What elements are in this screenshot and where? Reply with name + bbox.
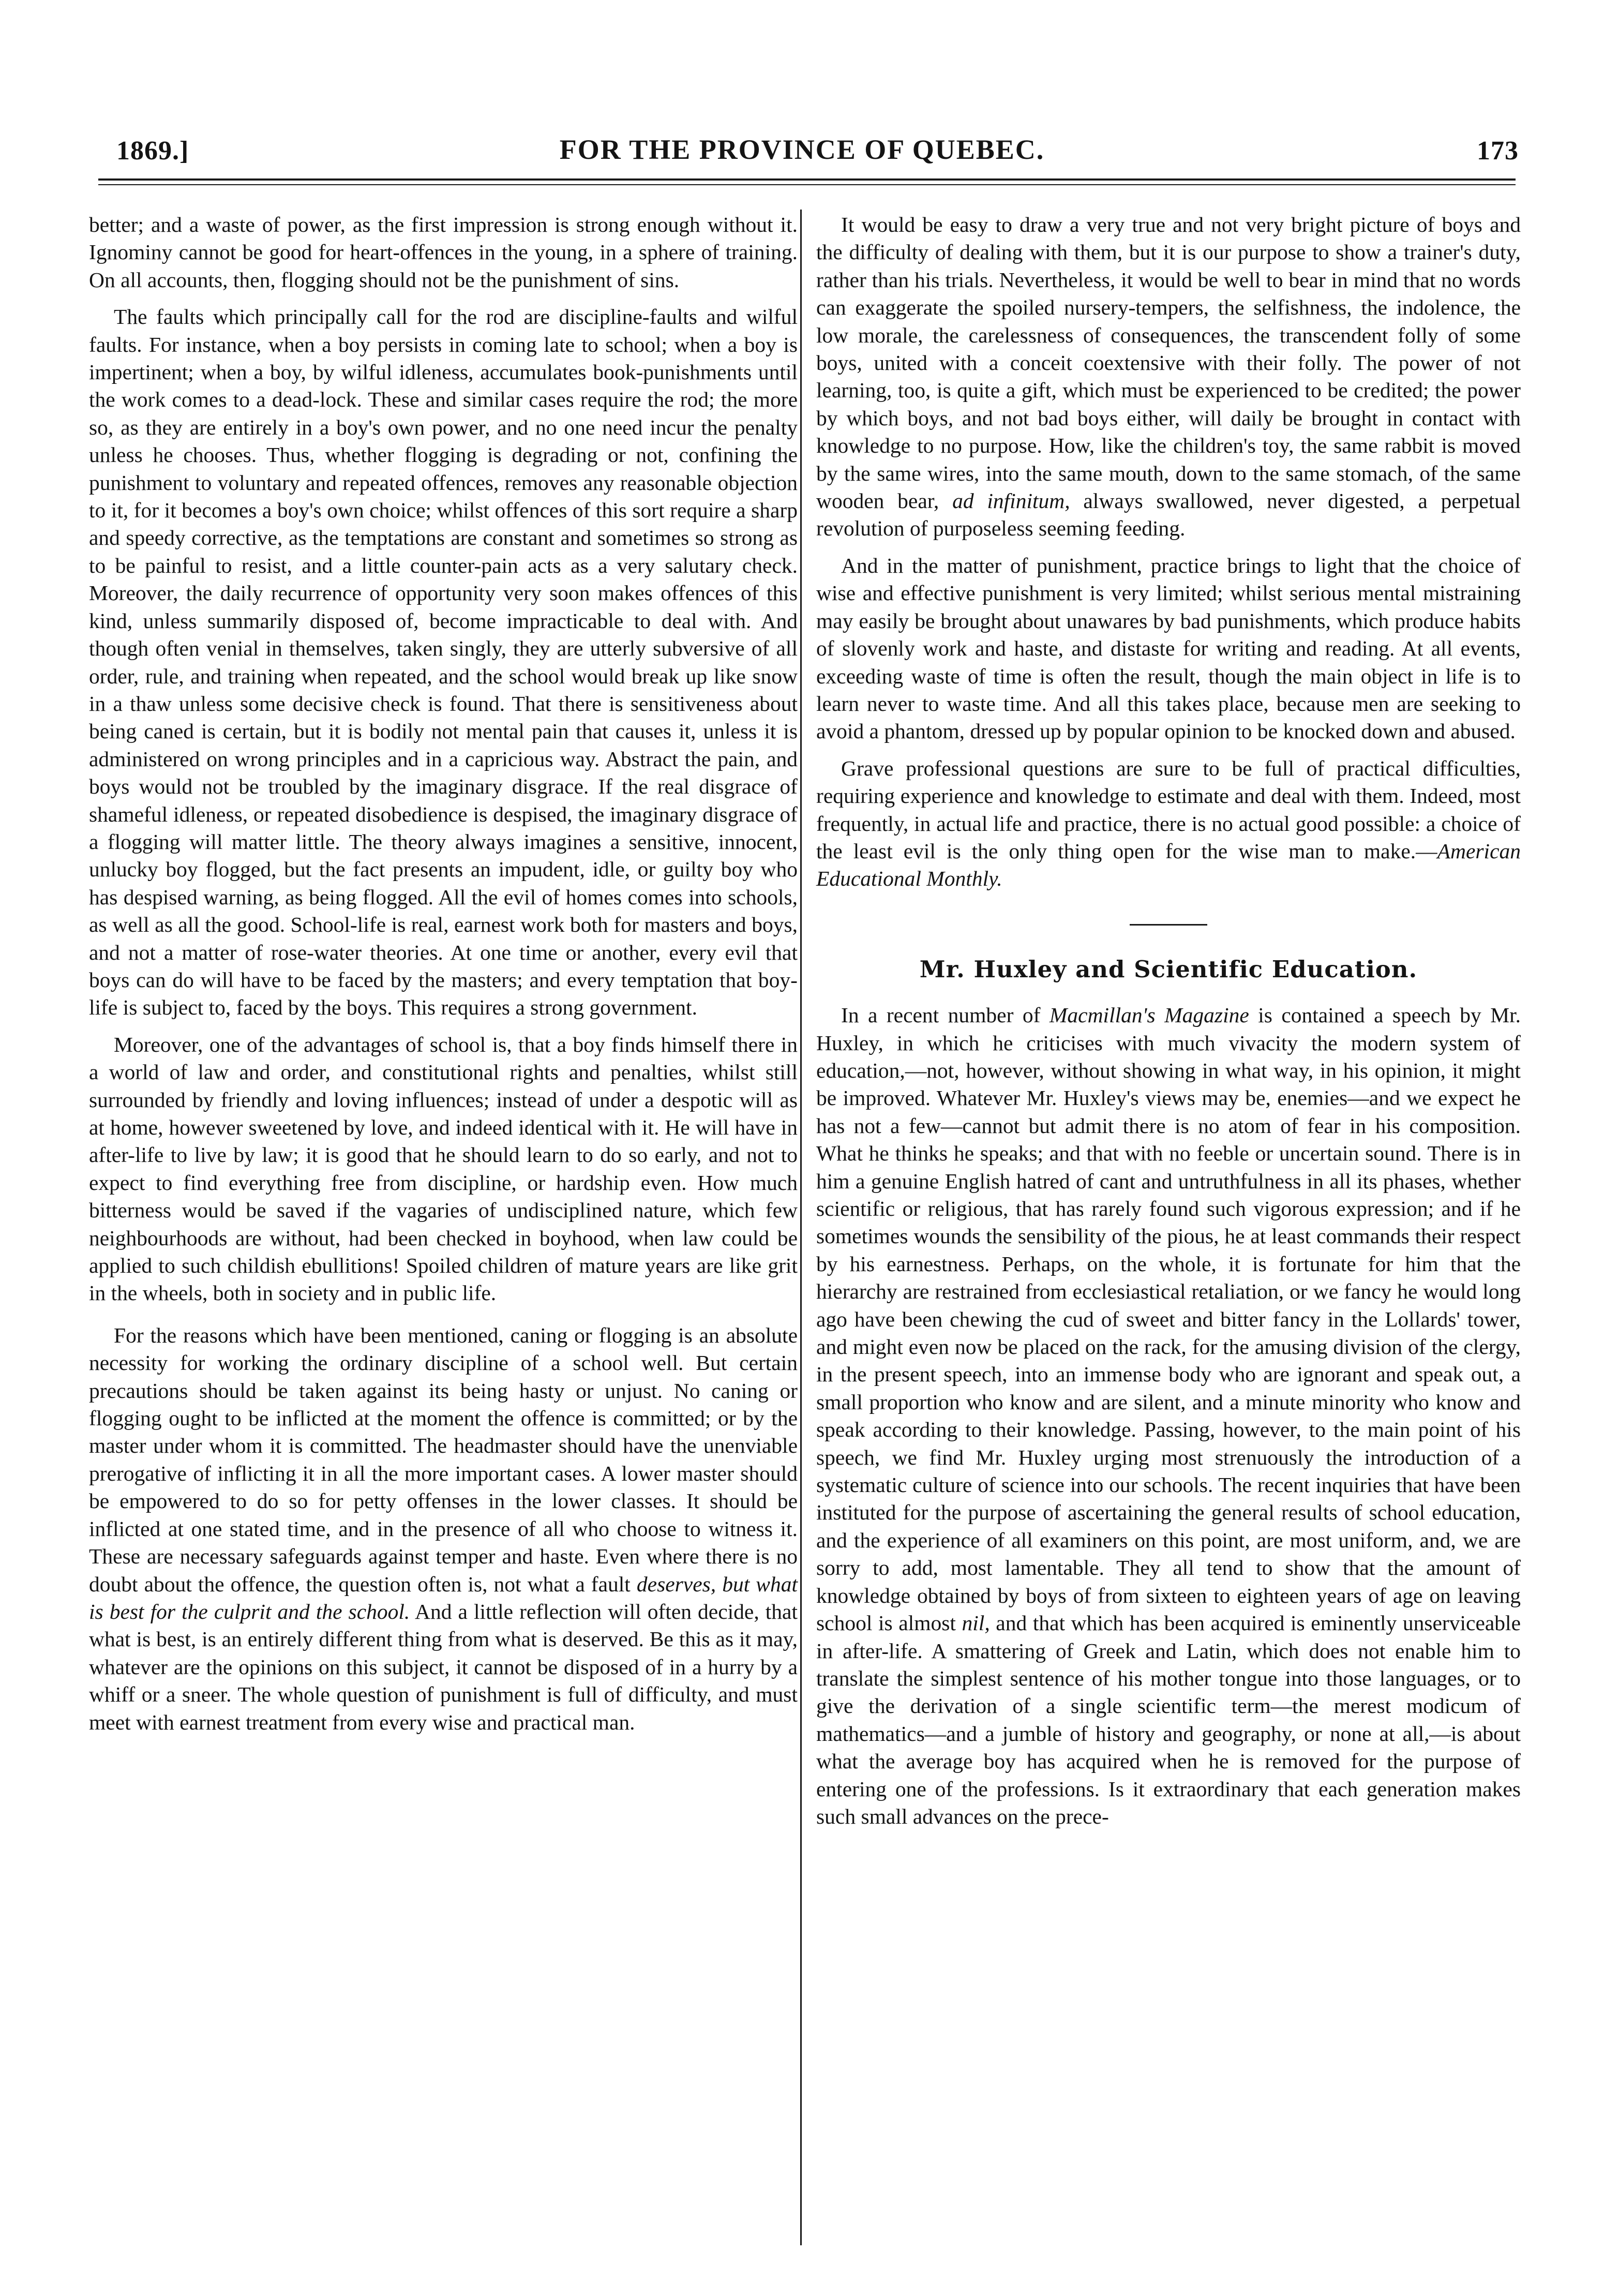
header-rule — [98, 178, 1516, 181]
header-title: FOR THE PROVINCE OF QUEBEC. — [559, 134, 1045, 165]
left-paragraph-3: Moreover, one of the advantages of school is, that a boy finds himself there in a world of law and order, and constitutional rights and penalties, whilst still surrounded by friendly and loving influences; instead of under a despotic will as at home, however sweetened by love, and indeed identical with it. He will have in after-life to live by law; it is good that he should learn to do so early, and not to expect to find everything free from discipline, or hardship even. How much bitterness would be saved if the vagaries of undisciplined nature, which few neighbourhoods are without, had been checked in boyhood, when law could be applied to such childish ebullitions! Spoiled children of mature years are like grit in the wheels, both in society and in public life. — [89, 1032, 798, 1305]
left-paragraph-4-italic: deserves, but what is best for the culprit and the school. — [89, 1572, 798, 1623]
left-paragraph-2: The faults which principally call for the rod are discipline-faults and wilful faults. For instance, when a boy persists in coming late to school; when a boy is impertinent; when a boy, by wilful idleness, accumulates book-punishments until the work comes to a dead-lock. These and similar cases require the rod; the more so, as they are entirely in a boy's own power, and no one need incur the penalty unless he chooses. Thus, whether flogging is degrading or not, confining the punishment to voluntary and repeated offences, removes any reasonable objection to it, for it becomes a boy's own choice; whilst offences of this sort require a sharp and speedy corrective, as the temptations are constant and sometimes so strong as to be painful to resist, and a little counter-pain acts as a very salutary check. Moreover, the daily recurrence of opportunity very soon makes offences of this kind, unless summarily disposed of, become impracticable to deal with. And though often venial in themselves, taken singly, they are utterly subversive of all order, rule, and training when repeated, and the school would break up like snow in a thaw unless some decisive check is found. That there is sensitiveness about being caned is certain, but it is bodily not mental pain that causes it, unless it is administered on wrong principles and in a capricious way. Abstract the pain, and boys would not be troubled by the imaginary disgrace. If the real disgrace of shameful idleness, or repeated disobedience is despised, the imaginary disgrace of a flogging will matter little. The theory always imagines a sensitive, innocent, unlucky boy flogged, but the fact presents an impudent, idle, or guilty boy who has despised warning, as being flogged. All the evil of homes comes into schools, as well as all the good. School-life is real, earnest work both for masters and boys, and not a matter of rose-water theories. At one time or another, every evil that boys can do will have to be faced by the masters; and every temptation that boy-life is subject to, faced by the boys. This requires a strong government. — [89, 305, 798, 1020]
right-paragraph-2: And in the matter of punishment, practice brings to light that the choice of wise and effective punishment is very limited; whilst serious mental mistraining may easily be brought about unawares by bad punishments, which produce habits of slovenly work and haste, and distaste for writing and reading. At all events, exceeding waste of time is often the result, though the main object in life is to learn never to waste time. And all this takes place, because men are seeking to avoid a phantom, dressed up by popular opinion to be knocked down and abused. — [816, 553, 1521, 743]
column-divider — [800, 210, 802, 2245]
right-paragraph-1-italic: ad infinitum, — [952, 489, 1070, 513]
left-paragraph-4-start: For the reasons which have been mentioned, caning or flogging is an absolute necessity for working the ordinary discipline of a school well. But certain precautions should be taken against its being hasty or unjust. No caning or flogging ought to be inflicted at the moment the offence is committed; or by the master under whom it is committed. The headmaster should have the unenviable prerogative of inflicting it in all the more important cases. A lower master should be empowered to do so for petty offenses in the lower classes. It should be inflicted at one stated time, and in the presence of all who choose to witness it. These are necessary safeguards against temper and haste. Even where there is no doubt about the offence, the question often is, not what a fault — [89, 1323, 798, 1596]
left-paragraph-1: better; and a waste of power, as the first impression is strong enough without it. Ignominy cannot be good for heart-offences in the young, in a sphere of training. On all accounts, then, flogging should not be the punishment of sins. — [89, 213, 798, 292]
right-paragraph-3-text: Grave professional questions are sure to be full of practical difficulties, requiring experience and knowledge to estimate and deal with them. Indeed, most frequently, in actual life and practice, there is no actual good possible: a choice of the least evil is the only thing open for the wise man to make.— — [816, 756, 1521, 863]
right-paragraph-4-start: In a recent number of — [841, 1003, 1050, 1027]
page-number: 173 — [1477, 136, 1519, 166]
right-paragraph-3-source: American Educational Monthly. — [816, 839, 1521, 891]
left-column — [89, 211, 798, 1736]
right-paragraph-1 — [816, 211, 1521, 543]
right-paragraph-1-text: It would be easy to draw a very true and not very bright picture of boys and the difficulty of dealing with them, but it is our purpose to show a trainer's duty, rather than his trials. Nevertheless, it would be well to bear in mind that no words can exaggerate the spoiled nursery-tempers, the selfishness, the indolence, the low morale, the carelessness of consequences, the transcendent folly of some boys, united with a conceit coextensive with their folly. The power of not learning, too, is quite a gift, which must be experienced to be credited; the power by which boys, and not bad boys either, will daily be brought in contact with knowledge to no purpose. How, like the children's toy, the same rabbit is moved by the same wires, into the same mouth, down to the same stomach, of the same wooden bear, — [816, 213, 1521, 513]
section-title: Mr. Huxley and Scientific Education. — [919, 955, 1418, 983]
right-paragraph-4 — [816, 1002, 1521, 1830]
right-paragraph-4-mid: is contained a speech by Mr. Huxley, in which he criticises with much vivacity the modern system of education,—not, however, without showing in what way, in his opinion, it might be improved. Whatever Mr. Huxley's views may be, enemies—and we expect he has not a few—cannot but admit there is no atom of fear in his composition. What he thinks he speaks; and that with no feeble or uncertain sound. There is in him a genuine English hatred of cant and untruthfulness in all its phases, whether scientific or religious, that has rarely found such vigorous expression; and if he sometimes wounds the sensibility of the pious, he at least commands their respect by his earnestness. Perhaps, on the whole, it is fortunate for him that the hierarchy are restrained from ecclesiastical retaliation, or we fancy he would long ago have been chewing the cud of sweet and bitter fancy in the Lollards' tower, and might even now be placed on the rack, for the amusing division of the clergy, in the present speech, into an immense body who are ignorant and speak out, a small proportion who know and are silent, and a minute minority who know and speak according to their knowledge. Passing, however, to the main point of his speech, we find Mr. Huxley urging most strenuously the introduction of a systematic culture of science into our schools. The recent inquiries that have been instituted for the purpose of ascertaining the general results of school education, and the experience of all examiners on this point, are most uniform, and, we are sorry to add, most lamentable. They all tend to show that the amount of knowledge obtained by boys of from sixteen to eighteen years of age on leaving school is almost — [816, 1003, 1521, 1635]
left-paragraph-4 — [89, 1322, 798, 1736]
right-paragraph-4-end: and that which has been acquired is eminently unserviceable in after-life. A smattering of Greek and Latin, which does not enable him to translate the simplest sentence of his mother tongue into those languages, or to give the derivation of a single scientific term—the merest modicum of mathematics—and a jumble of history and geography, or none at all,—is about what the average boy has acquired when he is removed for the purpose of entering one of the professions. Is it extraordinary that each generation makes such small advances on the prece- — [816, 1611, 1521, 1828]
right-paragraph-4-magazine: Macmillan's Magazine — [1049, 1003, 1249, 1027]
right-paragraph-1-end: always swallowed, never digested, a perpetual revolution of purposeless seeming feeding. — [816, 489, 1521, 541]
header-year: 1869.] — [116, 136, 189, 166]
right-paragraph-3 — [816, 755, 1521, 893]
section-separator — [1130, 924, 1207, 926]
right-column — [816, 211, 1521, 1830]
right-paragraph-4-nil: nil, — [962, 1611, 990, 1635]
left-paragraph-4-end: And a little reflection will often decide, that what is best, is an entirely different thing from what is deserved. Be this as it may, whatever are the opinions on this subject, it cannot be disposed of in a hurry by a whiff or a sneer. The whole question of punishment is full of difficulty, and must meet with earnest treatment from every wise and practical man. — [89, 1599, 798, 1734]
header-rule-thin — [98, 184, 1516, 185]
